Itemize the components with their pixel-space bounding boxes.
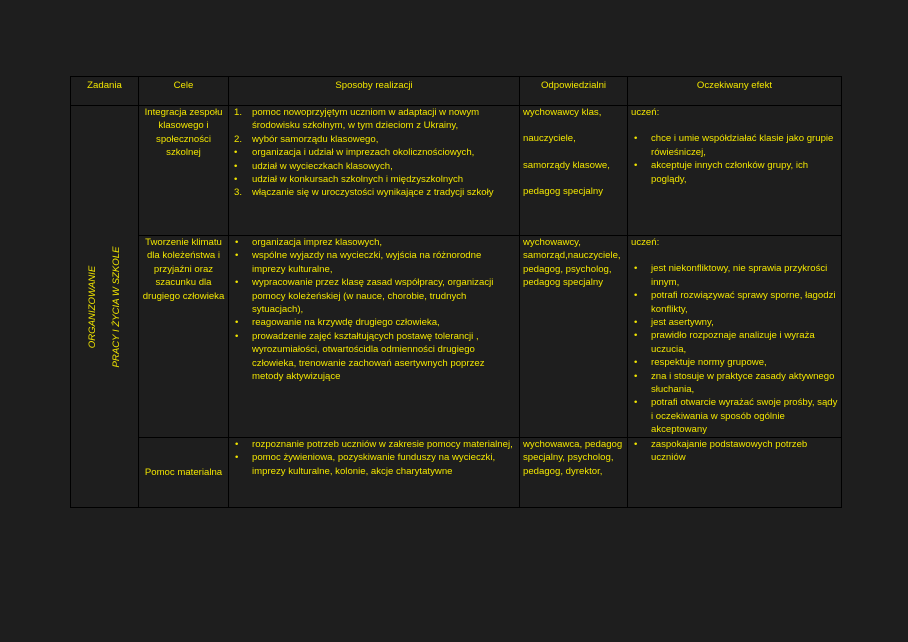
list-item: 1. pomoc nowoprzyjętym uczniom w adaptacji w nowym środowisku szkolnym, w tym dzieciom z Ukrainy,: [234, 107, 480, 132]
header-row: [71, 77, 842, 106]
list-item: • akceptuje innych członków grupy, ich poglądy,: [631, 159, 838, 186]
efekt-list: [631, 262, 838, 436]
list-item: 2. wybór samorządu klasowego,: [234, 133, 379, 145]
list-item: • jest niekonfliktowy, nie sprawia przykrości innym,: [631, 262, 838, 289]
list-item: • prowadzenie zajęć kształtujących postawę tolerancji , wyrozumiałości, otwartościdla odmienności drugiego człowieka, trenowanie zachowań asertywnych poprzez metody aktywizujące: [232, 330, 516, 384]
odpowiedzialni-cell: wychowawcy klas, nauczyciele, samorządy klasowe, pedagog specjalny: [520, 106, 628, 236]
sposoby-cell: [229, 438, 520, 508]
list-item: • reagowanie na krzywdę drugiego człowieka,: [232, 316, 516, 329]
list-item: • organizacja i udział w imprezach okolicznościowych,: [234, 147, 475, 159]
efekt-cell: uczeń: • jest niekonfliktowy, nie sprawia przykrości innym, • potrafi rozwiązywać sprawy sporne, łagodzi konflikty, • jest asertywny, • prawidło rozpoznaje analizuje i wyraża uczucia, • respektuje normy grupowe, • zna i stosuje w praktyce zasady aktywnego słuchania, • potrafi otwarcie wyrażać swoje prośby, sądy i oczekiwania w sposób ogólnie akceptowany: [628, 236, 842, 438]
header-zadania: Zadania: [71, 77, 139, 106]
sposoby-list: [232, 236, 516, 383]
header-cele: Cele: [139, 77, 229, 106]
efekt-list: [631, 132, 838, 186]
cel-cell: Pomoc materialna: [139, 438, 229, 508]
list-item: • prawidło rozpoznaje analizuje i wyraża uczucia,: [631, 329, 838, 356]
odpowiedzialni-cell: wychowawcy, samorząd,nauczyciele, pedagog, psycholog, pedagog specjalny: [520, 236, 628, 438]
list-item: • respektuje normy grupowe,: [631, 356, 838, 369]
list-item: • potrafi rozwiązywać sprawy sporne, łagodzi konflikty,: [631, 289, 838, 316]
plan-table: [70, 76, 842, 508]
list-item: • udział w konkursach szkolnych i międzyszkolnych: [234, 174, 464, 186]
sposoby-list: [232, 106, 516, 200]
efekt-list: [631, 438, 838, 465]
header-efekt: Oczekiwany efekt: [628, 77, 842, 106]
list-item: • wspólne wyjazdy na wycieczki, wyjścia na różnorodne imprezy kulturalne,: [232, 249, 516, 276]
sposoby-cell: [229, 236, 520, 438]
zadania-cell: [71, 106, 139, 508]
list-item: • zna i stosuje w praktyce zasady aktywnego słuchania,: [631, 370, 838, 397]
header-sposoby: Sposoby realizacji: [229, 77, 520, 106]
list-item: • rozpoznanie potrzeb uczniów w zakresie pomocy materialnej,: [232, 438, 516, 451]
list-item: • chce i umie współdziałać klasie jako grupie rówieśniczej,: [631, 132, 838, 159]
efekt-cell: uczeń: • chce i umie współdziałać klasie jako grupie rówieśniczej, • akceptuje innych członków grupy, ich poglądy,: [628, 106, 842, 236]
list-item: • zaspokajanie podstawowych potrzeb uczniów: [631, 438, 838, 465]
header-odpowiedzialni: Odpowiedzialni: [520, 77, 628, 106]
zadania-label: ORGANIZOWANIE PRACY I ŻYCIA W SZKOLE: [86, 245, 122, 368]
table-row: [71, 438, 842, 508]
list-item: • organizacja imprez klasowych,: [232, 236, 516, 249]
list-item: 3. włączanie się w uroczystości wynikające z tradycji szkoły: [234, 187, 494, 199]
list-item: • potrafi otwarcie wyrażać swoje prośby, sądy i oczekiwania w sposób ogólnie akceptowany: [631, 396, 838, 436]
table-row: [71, 106, 842, 236]
odpowiedzialni-cell: wychowawca, pedagog specjalny, psycholog, pedagog, dyrektor,: [520, 438, 628, 508]
cel-cell: Tworzenie klimatu dla koleżeństwa i przyjaźni oraz szacunku dla drugiego człowieka: [139, 236, 229, 438]
efekt-cell: [628, 438, 842, 508]
table-row: [71, 236, 842, 438]
list-item: • jest asertywny,: [631, 316, 838, 329]
cel-cell: Integracja zespołu klasowego i społeczności szkolnej: [139, 106, 229, 236]
sposoby-cell: [229, 106, 520, 236]
list-item: • udział w wycieczkach klasowych,: [234, 160, 393, 172]
list-item: • pomoc żywieniowa, pozyskiwanie funduszy na wycieczki, imprezy kulturalne, kolonie, akcje charytatywne: [232, 451, 516, 478]
sposoby-list: [232, 438, 516, 478]
list-item: • wypracowanie przez klasę zasad współpracy, organizacji pomocy koleżeńskiej (w nauce, chorobie, trudnych sytuacjach),: [232, 276, 516, 316]
